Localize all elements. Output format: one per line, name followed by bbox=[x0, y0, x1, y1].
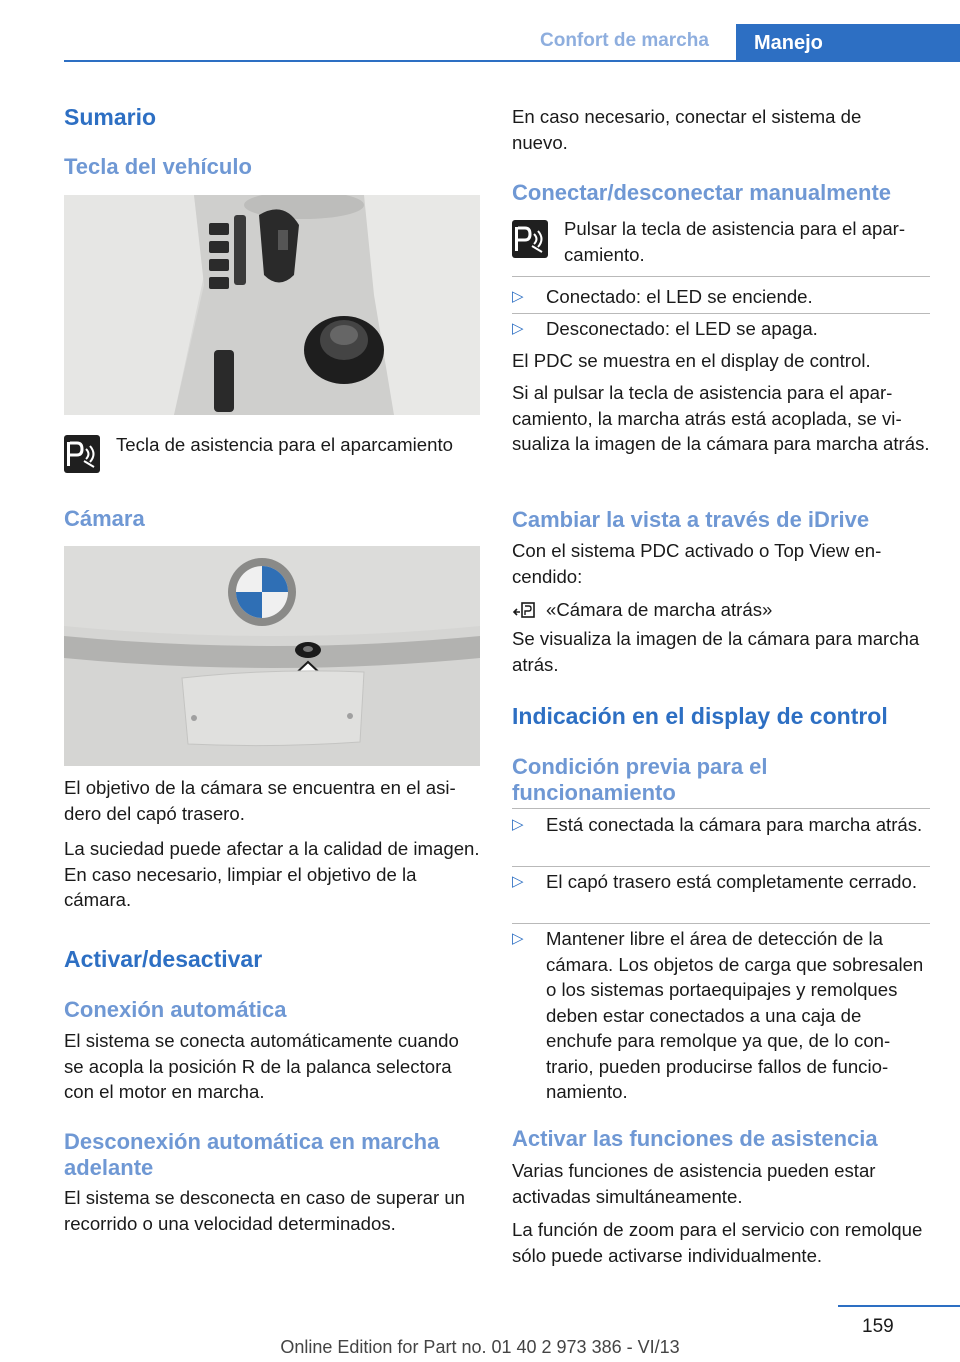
auto-on-text: El sistema se conecta automáticamente cuando se acopla la posición R de la palanca selectora con el motor en marcha. bbox=[64, 1030, 459, 1102]
heading-display: Indicación en el display de control bbox=[512, 703, 888, 729]
precondition-list bbox=[512, 926, 930, 1105]
idrive-menu-item: «Cámara de marcha atrás» bbox=[546, 599, 773, 620]
heading-vehicle-key: Tecla del vehículo bbox=[64, 154, 252, 179]
idrive-text: Con el sistema PDC activado o Top View encendido: bbox=[512, 540, 882, 587]
separator bbox=[512, 923, 930, 924]
footer-rule bbox=[838, 1305, 960, 1307]
heading-manual: Conectar/desconectar manualmente bbox=[512, 180, 892, 205]
header-rule bbox=[64, 60, 960, 62]
separator bbox=[512, 866, 930, 867]
triangle-right-icon: ▷ bbox=[512, 930, 524, 947]
page-number: 159 bbox=[862, 1316, 894, 1337]
separator bbox=[512, 313, 930, 314]
tailgate-illustration bbox=[64, 546, 480, 766]
camera-location-text: El objetivo de la cámara se encuentra en el asidero del capó trasero. bbox=[64, 777, 456, 824]
manual-press-text: Pulsar la tecla de asistencia para el aparcamiento. bbox=[564, 218, 906, 265]
separator bbox=[512, 276, 930, 277]
heading-toggle: Activar/desactivar bbox=[64, 946, 263, 972]
heading-precondition: Condición previa para el funcionamiento bbox=[512, 754, 768, 805]
console-illustration bbox=[64, 195, 480, 415]
parking-assist-icon bbox=[64, 435, 100, 473]
camera-photo bbox=[64, 546, 480, 766]
list-item: ▷ El capó trasero está completamente cerrado. bbox=[512, 869, 930, 895]
separator bbox=[512, 808, 930, 809]
manual-bullet-list bbox=[512, 316, 930, 342]
heading-idrive: Cambiar la vista a través de iDrive bbox=[512, 507, 870, 532]
heading-assist: Activar las funciones de asistencia bbox=[512, 1126, 878, 1151]
pdc-text: El PDC se muestra en el display de control. bbox=[512, 350, 871, 371]
triangle-right-icon: ▷ bbox=[512, 873, 524, 890]
heading-auto-on: Conexión automática bbox=[64, 997, 287, 1022]
idrive-result-text: Se visualiza la imagen de la cámara para marcha atrás. bbox=[512, 628, 920, 675]
assist-text-2: La función de zoom para el servicio con remolque sólo puede activarse individualmente. bbox=[512, 1219, 923, 1266]
console-photo bbox=[64, 195, 480, 415]
triangle-right-icon: ▷ bbox=[512, 288, 524, 305]
header-chapter-tab: Manejo bbox=[736, 24, 960, 62]
key-caption: Tecla de asistencia para el aparcamiento bbox=[116, 434, 453, 455]
list-item: ▷ Mantener libre el área de detección de la cámara. Los objetos de carga que sobresalen o los sistemas portaequipajes y remolques deben estar conectados a una caja de enchufe para remolque ya que, de lo contrario, pueden producirse fallos de funcionamiento. bbox=[512, 928, 924, 1102]
header-section-label: Confort de marcha bbox=[540, 30, 709, 51]
heading-summary: Sumario bbox=[64, 104, 157, 130]
triangle-right-icon: ▷ bbox=[512, 816, 524, 833]
triangle-right-icon: ▷ bbox=[512, 320, 524, 337]
parking-assist-icon bbox=[512, 220, 548, 258]
reverse-text: Si al pulsar la tecla de asistencia para el aparcamiento, la marcha atrás está acoplada, se visualiza la imagen de la cámara para marcha atrás. bbox=[512, 382, 930, 454]
reverse-camera-icon bbox=[512, 599, 536, 621]
list-item: ▷ Desconectado: el LED se apaga. bbox=[512, 316, 930, 342]
list-item: ▷ Está conectada la cámara para marcha atrás. bbox=[512, 812, 930, 838]
auto-off-text: El sistema se desconecta en caso de superar un recorrido o una velocidad determinados. bbox=[64, 1187, 466, 1234]
camera-dirt-text: La suciedad puede afectar a la calidad de imagen. En caso necesario, limpiar el objetivo de la cámara. bbox=[64, 838, 480, 910]
precondition-list bbox=[512, 869, 930, 895]
assist-text-1: Varias funciones de asistencia pueden estar activadas simultáneamente. bbox=[512, 1160, 876, 1207]
heading-camera: Cámara bbox=[64, 506, 145, 531]
heading-auto-off: Desconexión automática en marcha adelante bbox=[64, 1129, 440, 1180]
footer-edition: Online Edition for Part no. 01 40 2 973 386 - VI/13 bbox=[280, 1337, 680, 1357]
reconnect-text: En caso necesario, conectar el sistema de nuevo. bbox=[512, 106, 862, 153]
precondition-list bbox=[512, 812, 930, 838]
manual-bullet-list bbox=[512, 284, 930, 310]
list-item: ▷ Conectado: el LED se enciende. bbox=[512, 284, 930, 310]
